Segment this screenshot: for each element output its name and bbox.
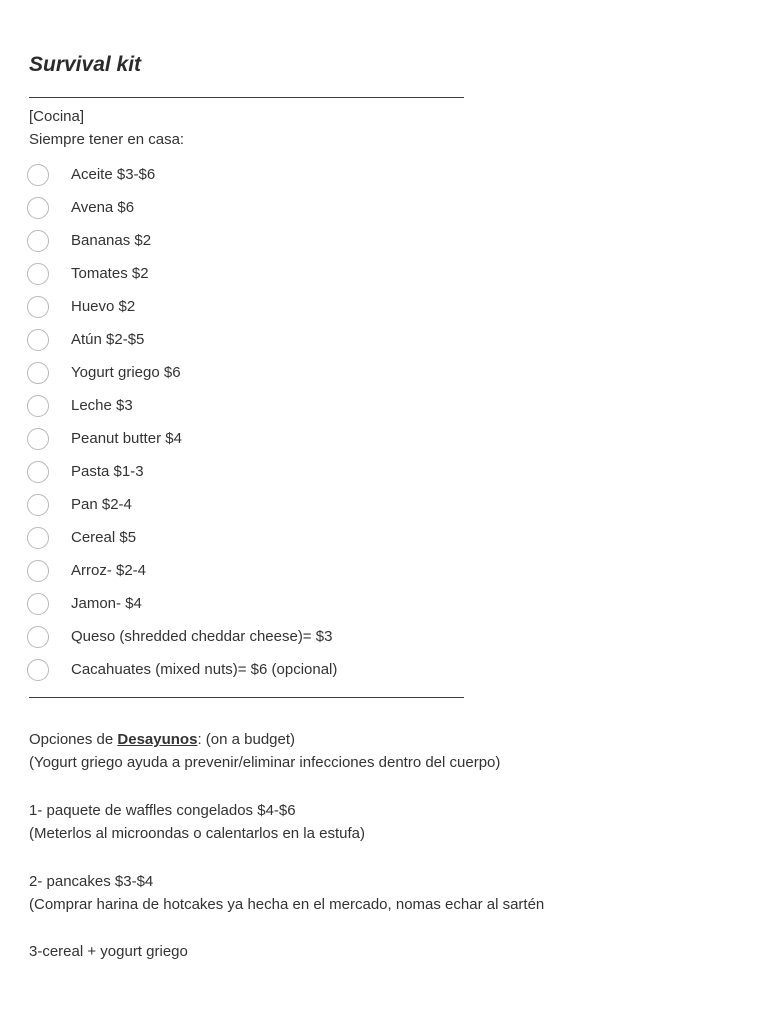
checkbox-circle[interactable] <box>27 329 49 351</box>
breakfast-heading-suffix: : (on a budget) <box>197 731 296 748</box>
checklist-item-label[interactable]: Aceite $3-$6 <box>71 166 156 183</box>
checklist-item <box>27 653 337 686</box>
breakfast-option-1[interactable]: 1- paquete de waffles congelados $4-$6 <box>29 802 296 819</box>
checklist-item-label[interactable]: Arroz- $2-4 <box>71 562 147 579</box>
checkbox-circle[interactable] <box>27 527 49 549</box>
breakfast-option-1-note[interactable]: (Meterlos al microondas o calentarlos en la estufa) <box>29 825 365 842</box>
checkbox-circle[interactable] <box>27 230 49 252</box>
checklist-item <box>27 191 337 224</box>
checklist-item-label[interactable]: Bananas $2 <box>71 232 152 249</box>
divider-bottom <box>29 697 464 698</box>
checklist-item-label[interactable]: Queso (shredded cheddar cheese)= $3 <box>71 628 333 645</box>
checkbox-circle[interactable] <box>27 428 49 450</box>
checklist-item <box>27 488 337 521</box>
checkbox-circle[interactable] <box>27 626 49 648</box>
breakfast-option-2[interactable]: 2- pancakes $3-$4 <box>29 873 154 890</box>
checklist-item-label[interactable]: Avena $6 <box>71 199 135 216</box>
checklist-item-label[interactable]: Jamon- $4 <box>71 595 142 612</box>
breakfast-heading-prefix: Opciones de <box>29 731 118 748</box>
breakfast-heading-note[interactable]: (Yogurt griego ayuda a prevenir/eliminar infecciones dentro del cuerpo) <box>29 754 501 771</box>
breakfast-option-3[interactable]: 3-cereal + yogurt griego <box>29 943 188 960</box>
checkbox-circle[interactable] <box>27 362 49 384</box>
checklist-item <box>27 455 337 488</box>
checklist-item-label[interactable]: Cereal $5 <box>71 529 137 546</box>
checklist-item-label[interactable]: Tomates $2 <box>71 265 149 282</box>
breakfast-heading[interactable] <box>29 730 295 750</box>
checkbox-circle[interactable] <box>27 461 49 483</box>
checklist-item-label[interactable]: Pan $2-4 <box>71 496 132 513</box>
checkbox-circle[interactable] <box>27 560 49 582</box>
checklist-item-label[interactable]: Yogurt griego $6 <box>71 364 181 381</box>
checklist <box>27 158 337 686</box>
checkbox-circle[interactable] <box>27 296 49 318</box>
checkbox-circle[interactable] <box>27 395 49 417</box>
checklist-item <box>27 521 337 554</box>
checklist-item <box>27 158 337 191</box>
checkbox-circle[interactable] <box>27 593 49 615</box>
checkbox-circle[interactable] <box>27 659 49 681</box>
checkbox-circle[interactable] <box>27 494 49 516</box>
checklist-item-label[interactable]: Pasta $1-3 <box>71 463 144 480</box>
intro-text[interactable]: Siempre tener en casa: <box>29 131 185 148</box>
checklist-item <box>27 224 337 257</box>
checklist-item-label[interactable]: Atún $2-$5 <box>71 331 145 348</box>
breakfast-heading-bold: Desayunos <box>117 731 198 748</box>
checklist-item-label[interactable]: Cacahuates (mixed nuts)= $6 (opcional) <box>71 661 338 678</box>
checklist-item <box>27 257 337 290</box>
note-title[interactable]: Survival kit <box>29 53 142 76</box>
section-label[interactable]: [Cocina] <box>29 108 85 125</box>
checklist-item <box>27 389 337 422</box>
checkbox-circle[interactable] <box>27 164 49 186</box>
checkbox-circle[interactable] <box>27 263 49 285</box>
checklist-item-label[interactable]: Peanut butter $4 <box>71 430 182 447</box>
divider-top <box>29 97 464 98</box>
checklist-item <box>27 422 337 455</box>
checklist-item-label[interactable]: Leche $3 <box>71 397 133 414</box>
checklist-item <box>27 290 337 323</box>
checklist-item <box>27 587 337 620</box>
checklist-item <box>27 356 337 389</box>
checkbox-circle[interactable] <box>27 197 49 219</box>
checklist-item <box>27 620 337 653</box>
breakfast-option-2-note[interactable]: (Comprar harina de hotcakes ya hecha en el mercado, nomas echar al sartén <box>29 896 545 913</box>
checklist-item-label[interactable]: Huevo $2 <box>71 298 136 315</box>
checklist-item <box>27 323 337 356</box>
checklist-item <box>27 554 337 587</box>
